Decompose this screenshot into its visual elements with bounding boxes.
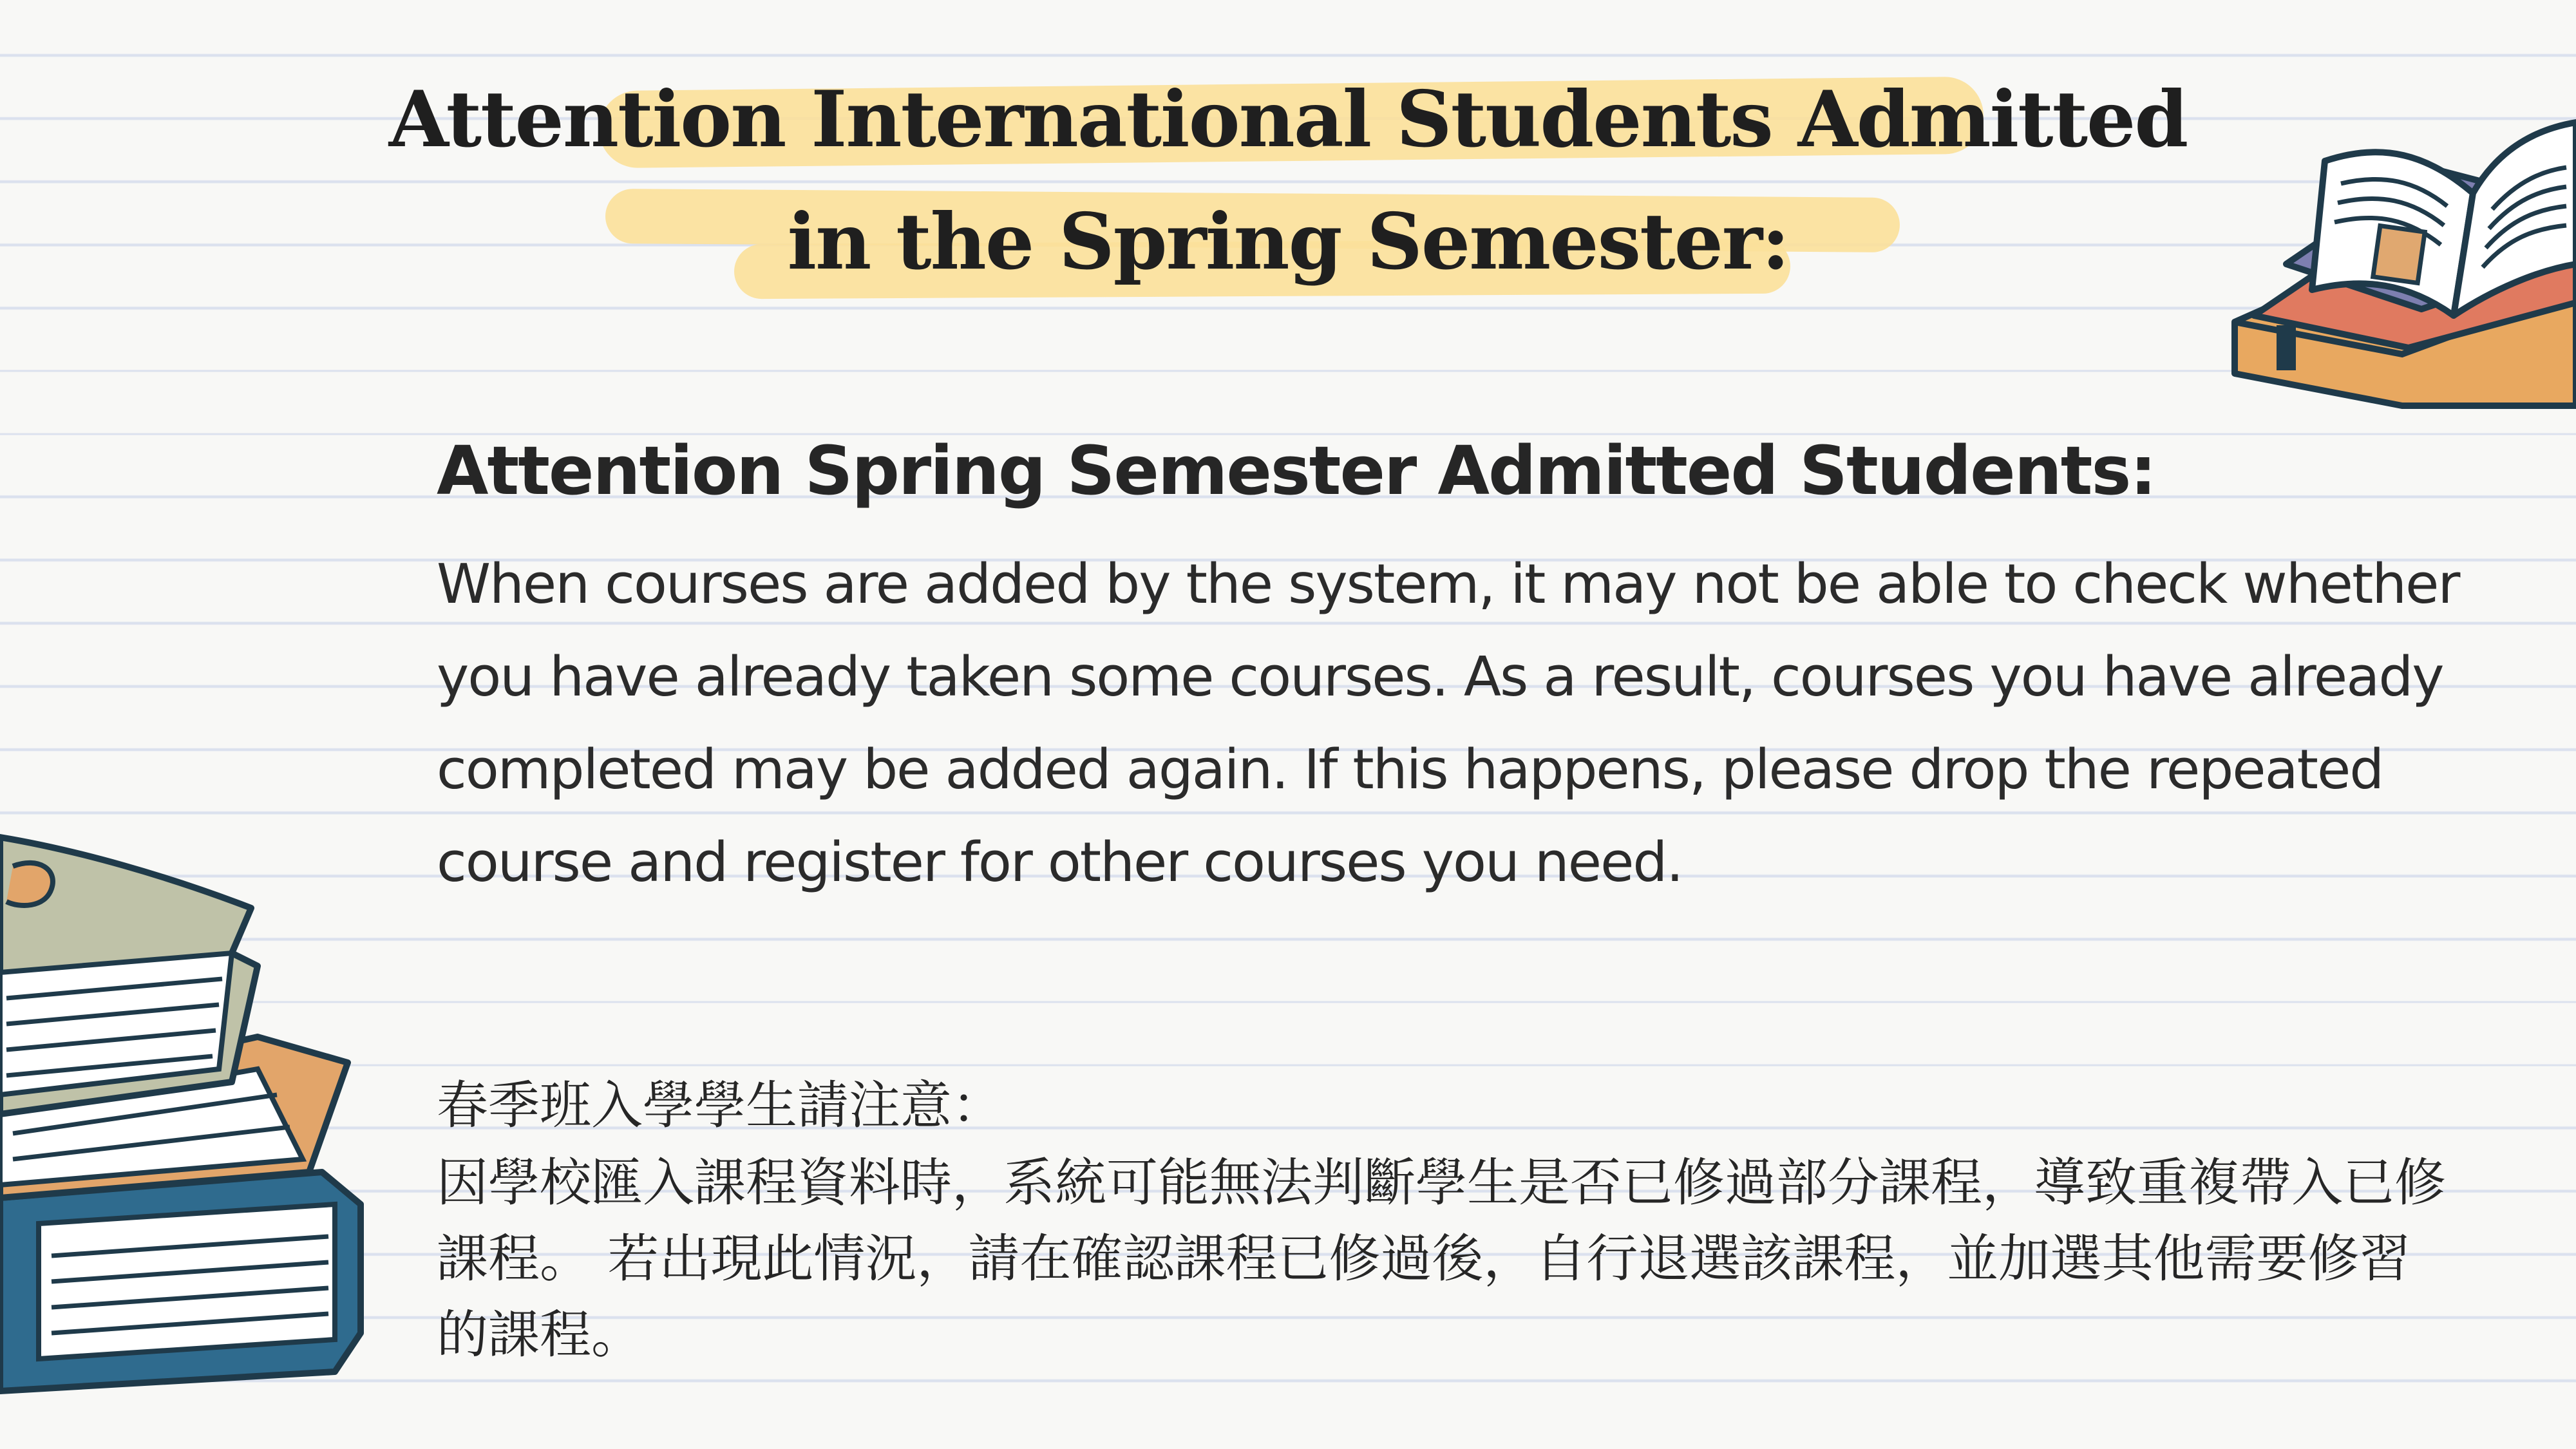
book-stack-icon bbox=[0, 811, 386, 1404]
english-body: When courses are added by the system, it may not be able to check whether you have already taken some courses. As a result, courses you have already completed may be added again. If this happens, please drop the repeated course and register for other courses you need. bbox=[437, 553, 2459, 895]
chinese-heading: 春季班入學學生請注意： bbox=[437, 1075, 1003, 1135]
chinese-body: 因學校匯入課程資料時，系統可能無法判斷學生是否已修過部分課程，導致重複帶入已修課程。 若出現此情況，請在確認課程已修過後，自行退選該課程，並加選其他需要修習的課程。 bbox=[437, 1153, 2446, 1365]
page-title-line-2: in the Spring Semester: bbox=[787, 196, 1789, 287]
page-title-line-1: Attention International Students Admitted bbox=[388, 74, 2188, 165]
english-heading: Attention Spring Semester Admitted Students: bbox=[437, 431, 2155, 510]
open-book-stack-icon bbox=[2215, 71, 2576, 431]
